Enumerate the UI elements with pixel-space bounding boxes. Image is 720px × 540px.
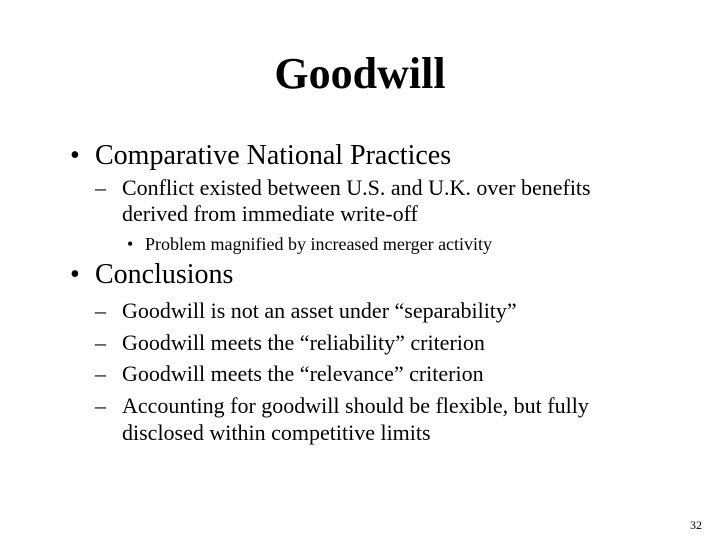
- subpoint-line: Goodwill meets the “reliability” criterion: [122, 330, 485, 355]
- dash-marker: –: [95, 175, 106, 200]
- dash-marker: –: [95, 393, 106, 418]
- bullet-marker: •: [70, 259, 80, 290]
- bullet-marker: •: [127, 234, 134, 254]
- section-heading-comparative-practices: Comparative National Practices: [95, 140, 452, 171]
- bullet-marker: •: [70, 140, 80, 171]
- subpoint-line: Goodwill meets the “relevance” criterion: [122, 361, 484, 386]
- page-number: 32: [690, 518, 702, 532]
- dash-marker: –: [95, 361, 106, 386]
- detail-point: Problem magnified by increased merger activity: [145, 234, 493, 254]
- subpoint-line: disclosed within competitive limits: [122, 420, 431, 445]
- subpoint-line: Goodwill is not an asset under “separability”: [122, 298, 517, 323]
- slide-title: Goodwill: [274, 49, 446, 98]
- subpoint-line: derived from immediate write-off: [122, 201, 418, 226]
- dash-marker: –: [95, 298, 106, 323]
- dash-marker: –: [95, 330, 106, 355]
- subpoint-line: Accounting for goodwill should be flexible, but fully: [122, 393, 589, 418]
- subpoint-line: Conflict existed between U.S. and U.K. over benefits: [122, 175, 591, 200]
- section-heading-conclusions: Conclusions: [95, 259, 234, 290]
